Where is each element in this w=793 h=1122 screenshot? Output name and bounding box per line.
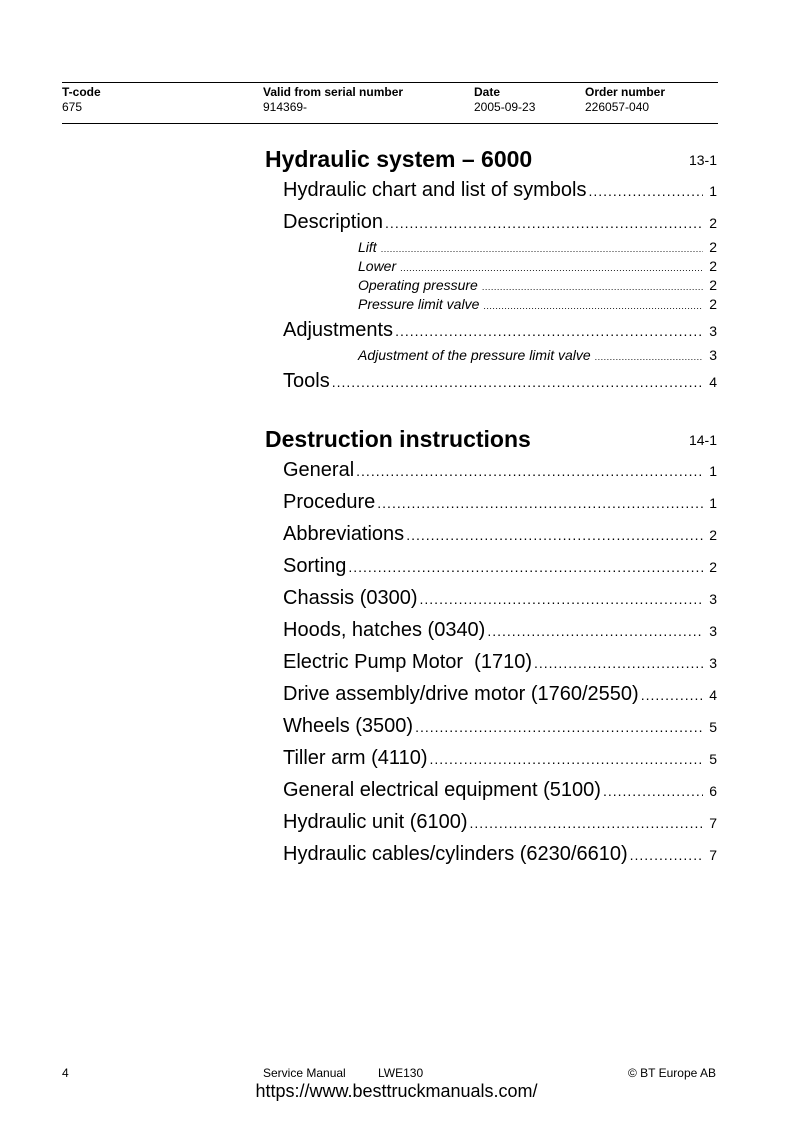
toc-entry[interactable] [283, 206, 717, 238]
toc-entry-label: Chassis (0300) [283, 587, 418, 609]
section-heading [265, 424, 717, 454]
toc-subentry-label: Lower [358, 258, 397, 274]
leader-dots [482, 278, 703, 297]
toc-entry[interactable] [283, 678, 717, 710]
toc-subentry[interactable] [358, 346, 717, 365]
document-header [62, 82, 718, 124]
leader-dots [483, 297, 703, 316]
footer-copyright: © BT Europe AB [627, 1066, 716, 1080]
toc-entry[interactable] [283, 365, 717, 397]
toc-subentry[interactable] [358, 276, 717, 295]
toc-entry-page: 1 [709, 183, 717, 199]
toc-entry-label: Procedure [283, 491, 376, 513]
tcode-label: T-code [62, 85, 101, 99]
footer-page-number: 4 [62, 1066, 69, 1080]
serial-column [263, 85, 403, 115]
toc-subentry-page: 2 [709, 239, 717, 255]
toc-entry-page: 5 [709, 719, 717, 735]
toc-entry[interactable] [283, 646, 717, 678]
toc-entry[interactable] [283, 486, 717, 518]
toc-entry-page: 2 [709, 559, 717, 575]
toc-entry-label: Wheels (3500) [283, 715, 414, 737]
leader-dots [332, 366, 704, 398]
toc-subentry-page: 2 [709, 258, 717, 274]
toc-subentry[interactable] [358, 295, 717, 314]
toc-entry-label: Hydraulic unit (6100) [283, 811, 468, 833]
toc-entry-label: Drive assembly/drive motor (1760/2550) [283, 683, 639, 705]
toc-entry-label: General [283, 459, 355, 481]
toc-subentry-label: Operating pressure [358, 277, 478, 293]
leader-dots [534, 647, 703, 679]
toc-entry-page: 4 [709, 687, 717, 703]
toc-entry-page: 2 [709, 215, 717, 231]
leader-dots [588, 175, 703, 207]
footer-manual: Service Manual [263, 1066, 346, 1080]
document-footer [62, 1066, 718, 1082]
tcode-column [62, 85, 101, 115]
toc-entry[interactable] [283, 710, 717, 742]
order-label: Order number [585, 85, 666, 99]
toc-entry[interactable] [283, 614, 717, 646]
toc-entry-page: 3 [709, 623, 717, 639]
toc-entry-page: 1 [709, 495, 717, 511]
order-value: 226057-040 [585, 100, 650, 114]
leader-dots [487, 615, 703, 647]
toc-entry-page: 5 [709, 751, 717, 767]
toc-entry-label: Hydraulic cables/cylinders (6230/6610) [283, 843, 628, 865]
toc-subentry-label: Adjustment of the pressure limit valve [358, 347, 591, 363]
toc-entry-page: 7 [709, 847, 717, 863]
toc-subentry-page: 2 [709, 277, 717, 293]
section-page: 14-1 [688, 432, 717, 448]
footer-model: LWE130 [378, 1066, 424, 1080]
toc-entry-label: Tiller arm (4110) [283, 747, 428, 769]
toc-entry[interactable] [283, 454, 717, 486]
leader-dots [415, 711, 703, 743]
leader-dots [385, 207, 703, 239]
toc-entry[interactable] [283, 518, 717, 550]
toc-entry[interactable] [283, 806, 717, 838]
footer-url[interactable]: https://www.besttruckmanuals.com/ [255, 1081, 538, 1101]
leader-dots [595, 348, 704, 367]
toc-entry[interactable] [283, 742, 717, 774]
leader-dots [348, 551, 703, 583]
toc-entry-page: 3 [709, 591, 717, 607]
toc-entry-label: Sorting [283, 555, 347, 577]
toc-entry-label: General electrical equipment (5100) [283, 779, 601, 801]
leader-dots [630, 839, 704, 871]
toc-entry-page: 4 [709, 374, 717, 390]
section-title: Destruction instructions [265, 426, 531, 452]
toc-entry-page: 2 [709, 527, 717, 543]
date-value: 2005-09-23 [474, 100, 536, 114]
leader-dots [381, 240, 704, 259]
section-heading [265, 144, 717, 174]
toc-entry-label: Hydraulic chart and list of symbols [283, 179, 587, 201]
toc-entry-page: 3 [709, 323, 717, 339]
toc-subentry-label: Lift [358, 239, 377, 255]
leader-dots [395, 315, 703, 347]
toc-entry[interactable] [283, 174, 717, 206]
toc-entry[interactable] [283, 774, 717, 806]
toc-entry-page: 1 [709, 463, 717, 479]
toc-subentry-page: 2 [709, 296, 717, 312]
toc-entry[interactable] [283, 838, 717, 870]
toc-entry-label: Hoods, hatches (0340) [283, 619, 486, 641]
toc-entry-label: Electric Pump Motor (1710) [283, 651, 532, 673]
date-label: Date [474, 85, 501, 99]
toc-subentry-label: Pressure limit valve [358, 296, 480, 312]
leader-dots [470, 807, 704, 839]
toc-entry[interactable] [283, 582, 717, 614]
leader-dots [420, 583, 704, 615]
leader-dots [641, 679, 704, 711]
leader-dots [406, 519, 703, 551]
toc-entry-label: Abbreviations [283, 523, 405, 545]
section-page: 13-1 [688, 152, 717, 168]
toc-section-destruction [265, 424, 717, 870]
date-column [474, 85, 535, 115]
serial-value: 914369- [263, 100, 308, 114]
toc-subentry-page: 3 [709, 347, 717, 363]
order-column [585, 85, 665, 115]
toc-entry-page: 7 [709, 815, 717, 831]
toc-entry-label: Adjustments [283, 319, 394, 341]
toc-entry-page: 6 [709, 783, 717, 799]
toc-subentry[interactable] [358, 257, 717, 276]
toc-entry-label: Description [283, 211, 384, 233]
toc-entry[interactable] [283, 550, 717, 582]
section-title: Hydraulic system – 6000 [265, 146, 533, 172]
leader-dots [377, 487, 703, 519]
toc-entry-page: 3 [709, 655, 717, 671]
toc-subentry[interactable] [358, 238, 717, 257]
leader-dots [356, 455, 703, 487]
toc-entry[interactable] [283, 314, 717, 346]
toc-entry-label: Tools [283, 370, 330, 392]
toc-section-hydraulic [265, 144, 717, 397]
leader-dots [603, 775, 703, 807]
leader-dots [429, 743, 703, 775]
tcode-value: 675 [62, 100, 83, 114]
serial-label: Valid from serial number [263, 85, 404, 99]
